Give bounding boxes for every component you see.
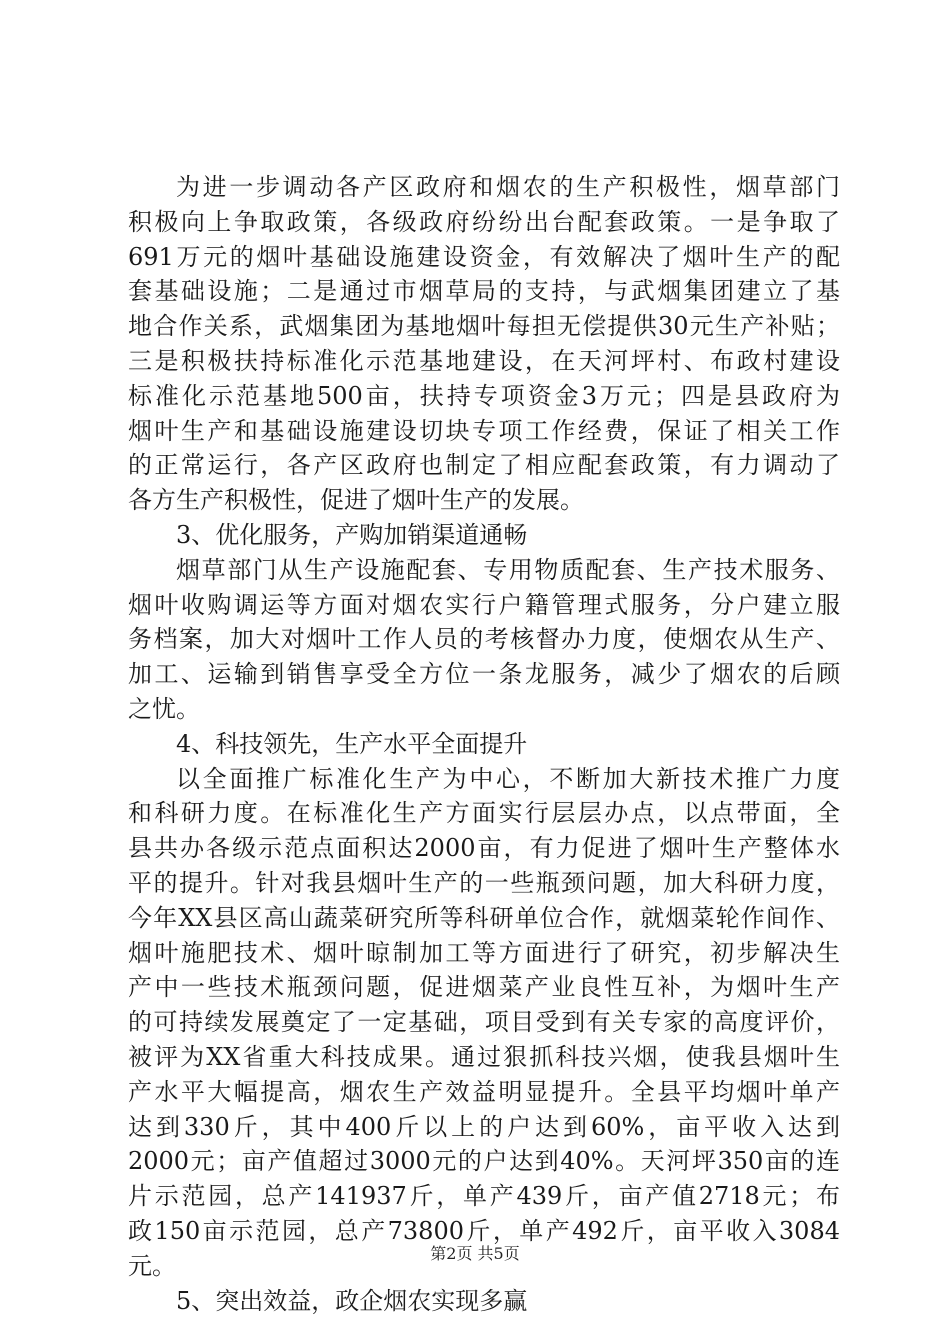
text-line: 和科研力度。在标准化生产方面实行层层办点，以点带面，全 [128, 799, 840, 828]
text-line: 691万元的烟叶基础设施建设资金，有效解决了烟叶生产的配 [128, 242, 840, 271]
text-line: 各方生产积极性，促进了烟叶生产的发展。 [128, 486, 584, 515]
paragraph [128, 553, 840, 727]
text-line: 标准化示范基地500亩，扶持专项资金3万元；四是县政府为 [128, 381, 840, 410]
section-heading [128, 518, 840, 553]
paragraph [128, 170, 840, 518]
text-line: 达到330斤，其中400斤以上的户达到60%，亩平收入达到 [128, 1112, 840, 1141]
text-line: 加工、运输到销售享受全方位一条龙服务，减少了烟农的后顾 [128, 660, 840, 689]
text-line: 产水平大幅提高，烟农生产效益明显提升。全县平均烟叶单产 [128, 1077, 840, 1106]
text-line: 片示范园，总产141937斤，单产439斤，亩产值2718元；布 [128, 1182, 840, 1211]
text-line: 积极向上争取政策，各级政府纷纷出台配套政策。一是争取了 [128, 207, 840, 236]
text-line: 的可持续发展奠定了一定基础，项目受到有关专家的高度评价， [128, 1008, 840, 1037]
text-line: 务档案，加大对烟叶工作人员的考核督办力度，使烟农从生产、 [128, 625, 840, 654]
text-line: 为进一步调动各产区政府和烟农的生产积极性，烟草部门 [176, 173, 840, 201]
text-line: 烟叶生产和基础设施建设切块专项工作经费，保证了相关工作 [128, 416, 840, 445]
text-line: 之忧。 [128, 694, 200, 723]
text-line: 今年XX县区高山蔬菜研究所等科研单位合作，就烟菜轮作间作、 [128, 903, 840, 932]
text-line: 被评为XX省重大科技成果。通过狠抓科技兴烟，使我县烟叶生 [128, 1042, 840, 1071]
paragraph [128, 762, 840, 1284]
text-line: 2000元；亩产值超过3000元的户达到40%。天河坪350亩的连 [128, 1147, 840, 1176]
document-body [128, 170, 840, 1318]
text-line: 4、科技领先，生产水平全面提升 [176, 729, 528, 758]
text-line: 的正常运行，各产区政府也制定了相应配套政策，有力调动了 [128, 451, 840, 480]
text-line: 烟叶收购调运等方面对烟农实行户籍管理式服务，分户建立服 [128, 590, 840, 619]
text-line: 政150亩示范园，总产73800斤，单产492斤，亩平收入3084 [128, 1216, 840, 1245]
text-line: 5、突出效益，政企烟农实现多赢 [176, 1286, 528, 1315]
text-line: 元。 [128, 1251, 176, 1280]
section-heading [128, 1284, 840, 1319]
text-line: 烟叶施肥技术、烟叶晾制加工等方面进行了研究，初步解决生 [128, 938, 840, 967]
text-line: 3、优化服务，产购加销渠道通畅 [176, 520, 528, 549]
section-heading [128, 727, 840, 762]
page-footer: 第2页 共5页 [430, 1244, 520, 1263]
text-line: 地合作关系，武烟集团为基地烟叶每担无偿提供30元生产补贴； [128, 312, 840, 341]
text-line: 县共办各级示范点面积达2000亩，有力促进了烟叶生产整体水 [128, 834, 840, 863]
text-line: 三是积极扶持标准化示范基地建设，在天河坪村、布政村建设 [128, 346, 840, 375]
text-line: 套基础设施；二是通过市烟草局的支持，与武烟集团建立了基 [128, 277, 840, 306]
text-line: 烟草部门从生产设施配套、专用物质配套、生产技术服务、 [176, 555, 840, 584]
text-line: 平的提升。针对我县烟叶生产的一些瓶颈问题，加大科研力度， [128, 868, 840, 897]
text-line: 产中一些技术瓶颈问题，促进烟菜产业良性互补，为烟叶生产 [128, 973, 840, 1002]
text-line: 以全面推广标准化生产为中心，不断加大新技术推广力度 [176, 764, 840, 793]
